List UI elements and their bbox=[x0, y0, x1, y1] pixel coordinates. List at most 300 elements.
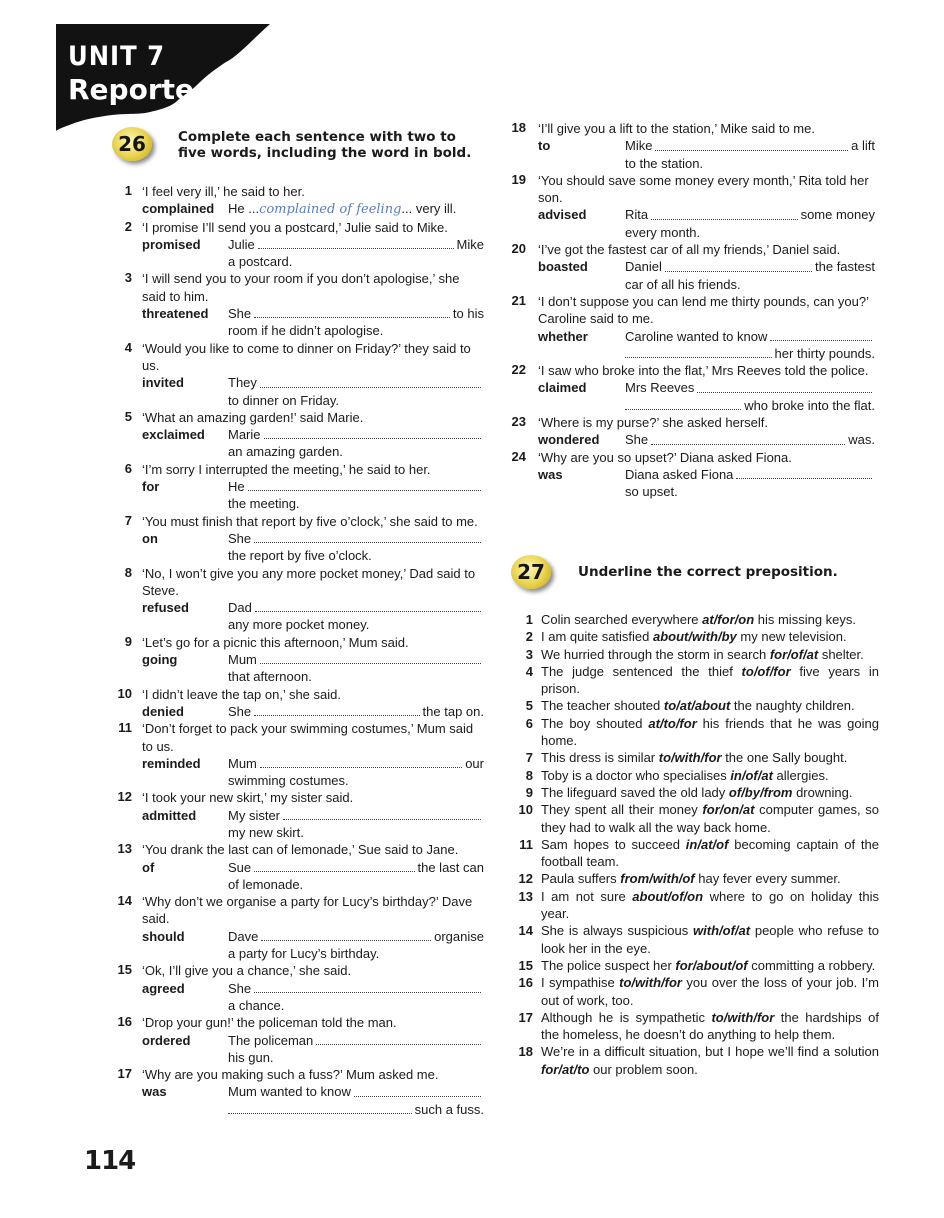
exercise-27-badge: 27 bbox=[511, 555, 551, 589]
handwritten-answer: complained of feeling bbox=[259, 202, 402, 218]
answer-block bbox=[142, 807, 484, 842]
answer-start: He bbox=[228, 479, 245, 495]
answer-continuation: a postcard. bbox=[228, 254, 293, 270]
preposition-options: in/at/of bbox=[685, 836, 729, 852]
sentence-start: Toby is a doctor who specialises bbox=[541, 767, 731, 783]
answer-gap bbox=[258, 236, 454, 249]
item-number: 17 bbox=[117, 1066, 132, 1082]
exercise-item bbox=[511, 241, 875, 293]
answer-continuation: every month. bbox=[625, 224, 701, 240]
answer-line bbox=[625, 206, 875, 223]
exercise-item bbox=[117, 789, 484, 841]
exercise-item bbox=[124, 339, 484, 409]
answer-continuation: a party for Lucy’s birthday. bbox=[228, 946, 380, 962]
direct-speech: ‘Why don’t we organise a party for Lucy’s birthday?’ Dave said. bbox=[142, 894, 473, 927]
item-number: 2 bbox=[124, 218, 132, 234]
answer-continuation bbox=[228, 1101, 484, 1118]
answer-line bbox=[625, 328, 875, 345]
sentence-start: She is always suspicious bbox=[541, 923, 694, 939]
item-number: 13 bbox=[518, 888, 533, 904]
exercise-item bbox=[117, 1014, 484, 1066]
exercise-item bbox=[511, 171, 875, 241]
item-number: 1 bbox=[124, 183, 132, 198]
answer-end: the fastest bbox=[815, 259, 875, 275]
answer-gap bbox=[255, 599, 481, 612]
key-word: going bbox=[142, 652, 178, 668]
answer-start: Mum bbox=[228, 652, 257, 668]
exercise-item bbox=[525, 784, 879, 801]
preposition-options: for/about/of bbox=[675, 957, 748, 973]
exercise-item bbox=[518, 870, 879, 887]
exercise-item bbox=[124, 270, 484, 339]
direct-speech: ‘No, I won’t give you any more pocket money,’ Dad said to Steve. bbox=[142, 565, 476, 598]
answer-line bbox=[625, 431, 875, 448]
answer-gap bbox=[651, 431, 845, 444]
preposition-options: about/of/on bbox=[632, 888, 704, 904]
exercise-item bbox=[518, 974, 879, 1009]
answer-line bbox=[228, 305, 484, 322]
direct-speech: ‘You should save some money every month,’ Rita told her son. bbox=[538, 172, 869, 206]
key-word: complained bbox=[142, 201, 215, 217]
key-word: claimed bbox=[538, 380, 587, 396]
answer-block bbox=[538, 137, 875, 172]
exercise-item bbox=[124, 218, 484, 271]
answer-continuation: my new skirt. bbox=[228, 824, 304, 840]
answer-line bbox=[228, 859, 484, 876]
direct-speech: ‘I feel very ill,’ he said to her. bbox=[142, 184, 305, 199]
sentence-end: his missing keys. bbox=[754, 612, 857, 627]
item-number: 21 bbox=[511, 292, 526, 308]
item-number: 4 bbox=[525, 663, 533, 679]
answer-continuation: to dinner on Friday. bbox=[228, 392, 340, 408]
exercise-27-instruction: Underline the correct preposition. bbox=[578, 564, 838, 580]
preposition-options: to/of/for bbox=[741, 663, 791, 679]
exercise-item bbox=[525, 697, 879, 714]
exercise-item bbox=[525, 715, 879, 750]
answer-line bbox=[228, 426, 484, 443]
key-word: ordered bbox=[142, 1032, 191, 1048]
answer-line bbox=[228, 530, 484, 547]
direct-speech: ‘I will send you to your room if you don’t apologise,’ she said to him. bbox=[142, 271, 460, 304]
answer-line bbox=[228, 651, 484, 668]
answer-end: to his bbox=[452, 306, 484, 322]
sentence-start: I sympathise bbox=[541, 975, 620, 991]
answer-block bbox=[538, 258, 875, 293]
unit-title: Reported Speech bbox=[68, 73, 339, 106]
answer-gap bbox=[248, 478, 481, 491]
answer-end: who broke into the flat. bbox=[744, 397, 875, 413]
key-word: threatened bbox=[142, 306, 209, 322]
answer-line bbox=[625, 379, 875, 396]
answer-gap bbox=[770, 328, 872, 341]
answer-continuation: that afternoon. bbox=[228, 669, 312, 685]
direct-speech: ‘Drop your gun!’ the policeman told the man. bbox=[142, 1015, 397, 1031]
exercise-26-instruction: Complete each sentence with two to five words, including the word in bold. bbox=[178, 129, 472, 161]
item-number: 1 bbox=[525, 612, 533, 627]
answer-gap bbox=[697, 379, 872, 392]
answer-gap bbox=[254, 859, 414, 872]
answer-block bbox=[142, 530, 484, 565]
page-number: 114 bbox=[84, 1146, 136, 1176]
answer-start: Daniel bbox=[625, 259, 662, 275]
exercise-item bbox=[525, 767, 879, 784]
sentence-start: I am not sure bbox=[541, 888, 633, 904]
answer-block bbox=[142, 426, 484, 461]
answer-block bbox=[142, 305, 484, 340]
answer-gap bbox=[655, 137, 848, 150]
sentence-start: The judge sentenced the thief bbox=[541, 663, 742, 679]
key-word: boasted bbox=[538, 259, 588, 275]
answer-line bbox=[625, 466, 875, 483]
answer-gap bbox=[316, 1032, 481, 1045]
sentence-end: my new television. bbox=[736, 629, 847, 645]
answer-block bbox=[142, 374, 484, 409]
answer-block bbox=[538, 379, 875, 414]
preposition-options: to/with/for bbox=[711, 1009, 775, 1025]
item-number: 19 bbox=[511, 171, 526, 187]
answer-continuation: of lemonade. bbox=[228, 876, 304, 892]
item-number: 14 bbox=[117, 893, 132, 909]
exercise-item bbox=[525, 611, 879, 628]
sentence-end: the one Sally bought. bbox=[721, 750, 848, 766]
answer-line bbox=[228, 928, 484, 945]
direct-speech: ‘Ok, I’ll give you a chance,’ she said. bbox=[142, 963, 352, 979]
answer-end: such a fuss. bbox=[414, 1101, 484, 1117]
preposition-options: for/on/at bbox=[702, 802, 755, 818]
unit-banner bbox=[0, 0, 944, 140]
answer-block bbox=[142, 980, 484, 1015]
item-number: 11 bbox=[118, 720, 132, 736]
exercise-item bbox=[525, 749, 879, 766]
preposition-options: at/to/for bbox=[648, 715, 697, 731]
direct-speech: ‘Don’t forget to pack your swimming costumes,’ Mum said to us. bbox=[142, 721, 474, 754]
item-number: 6 bbox=[525, 715, 533, 731]
answer-end: was. bbox=[848, 432, 875, 448]
sentence-start: The teacher shouted bbox=[541, 698, 664, 714]
item-number: 4 bbox=[124, 339, 132, 355]
preposition-options: about/with/by bbox=[653, 629, 737, 645]
answer-block bbox=[142, 478, 484, 513]
answer-continuation bbox=[625, 397, 875, 414]
answer-end: ... very ill. bbox=[401, 201, 457, 217]
key-word: for bbox=[142, 479, 160, 495]
direct-speech: ‘I saw who broke into the flat,’ Mrs Reeves told the police. bbox=[538, 363, 869, 379]
item-number: 20 bbox=[511, 241, 526, 257]
answer-end: organise bbox=[434, 928, 484, 944]
exercise-item bbox=[525, 663, 879, 698]
sentence-end: five years in prison. bbox=[541, 663, 879, 697]
item-number: 22 bbox=[511, 362, 526, 378]
key-word: advised bbox=[538, 207, 587, 223]
answer-line bbox=[625, 137, 875, 154]
direct-speech: ‘What an amazing garden!’ said Marie. bbox=[142, 409, 364, 425]
exercise-item bbox=[525, 628, 879, 645]
key-word: should bbox=[142, 928, 185, 944]
answer-continuation: a chance. bbox=[228, 997, 285, 1013]
sentence-end: our problem soon. bbox=[589, 1061, 698, 1077]
direct-speech: ‘I promise I’ll send you a postcard,’ Julie said to Mike. bbox=[142, 219, 448, 235]
sentence-start: Colin searched everywhere bbox=[541, 612, 703, 627]
answer-block bbox=[538, 431, 875, 448]
answer-gap bbox=[254, 980, 481, 993]
preposition-options: for/of/at bbox=[769, 646, 819, 662]
sentence-start: The lifeguard saved the old lady bbox=[541, 784, 729, 800]
answer-gap bbox=[665, 258, 812, 271]
sentence-start: The police suspect her bbox=[541, 957, 676, 973]
answer-start: Sue bbox=[228, 859, 252, 875]
answer-continuation bbox=[625, 345, 875, 362]
answer-gap bbox=[254, 530, 481, 543]
answer-start: The policeman bbox=[228, 1032, 314, 1048]
answer-continuation: car of all his friends. bbox=[625, 276, 741, 292]
answer-start: Julie bbox=[228, 236, 255, 252]
direct-speech: ‘Let’s go for a picnic this afternoon,’ Mum said. bbox=[142, 634, 409, 650]
exercise-27-list bbox=[518, 611, 880, 1078]
preposition-options: at/for/on bbox=[702, 612, 755, 627]
item-number: 7 bbox=[525, 750, 533, 766]
answer-line bbox=[228, 703, 484, 720]
exercise-item bbox=[124, 633, 484, 686]
answer-gap bbox=[254, 305, 450, 318]
answer-start: Mum bbox=[228, 755, 257, 771]
key-word: refused bbox=[142, 600, 189, 616]
answer-start: Dad bbox=[228, 600, 252, 616]
answer-start: Diana asked Fiona bbox=[625, 466, 734, 482]
key-word: to bbox=[538, 138, 551, 154]
sentence-start: Although he is sympathetic bbox=[541, 1009, 712, 1025]
direct-speech: ‘Would you like to come to dinner on Friday?’ they said to us. bbox=[142, 340, 471, 373]
answer-line bbox=[228, 200, 484, 218]
answer-continuation: an amazing garden. bbox=[228, 444, 343, 460]
preposition-options: from/with/of bbox=[620, 871, 695, 887]
sentence-end: the naughty children. bbox=[730, 698, 855, 714]
key-word: invited bbox=[142, 375, 184, 391]
answer-block bbox=[538, 466, 875, 501]
item-number: 24 bbox=[511, 448, 526, 464]
item-number: 18 bbox=[511, 120, 526, 135]
answer-start: She bbox=[228, 980, 252, 996]
answer-start: She bbox=[625, 432, 649, 448]
exercise-item bbox=[117, 841, 484, 893]
answer-gap bbox=[261, 928, 431, 941]
answer-gap bbox=[260, 651, 481, 664]
item-number: 14 bbox=[518, 923, 533, 939]
exercise-item bbox=[511, 414, 875, 449]
answer-gap bbox=[228, 1101, 412, 1114]
answer-end: our bbox=[465, 755, 484, 771]
exercise-26-column-right bbox=[511, 120, 875, 501]
exercise-item bbox=[525, 646, 879, 663]
answer-line bbox=[228, 980, 484, 997]
exercise-item bbox=[124, 183, 484, 219]
exercise-item bbox=[518, 922, 880, 957]
item-number: 15 bbox=[117, 962, 132, 978]
answer-start: She bbox=[228, 530, 252, 546]
answer-gap bbox=[625, 345, 772, 358]
direct-speech: ‘Why are you so upset?’ Diana asked Fiona. bbox=[538, 449, 792, 465]
exercise-item bbox=[117, 893, 484, 962]
answer-line bbox=[228, 478, 484, 495]
answer-block bbox=[142, 651, 484, 686]
item-number: 10 bbox=[518, 802, 533, 818]
answer-gap bbox=[260, 374, 481, 387]
answer-block bbox=[142, 1083, 484, 1118]
sentence-start: They spent all their money bbox=[541, 802, 703, 818]
answer-start: She bbox=[228, 306, 252, 322]
item-number: 12 bbox=[117, 789, 132, 805]
item-number: 9 bbox=[124, 633, 132, 649]
answer-line bbox=[228, 1083, 484, 1100]
exercise-item bbox=[518, 888, 879, 923]
key-word: whether bbox=[538, 328, 588, 344]
answer-start: They bbox=[228, 375, 257, 391]
sentence-start: We hurried through the storm in search bbox=[541, 646, 770, 662]
item-number: 16 bbox=[518, 975, 533, 991]
item-number: 15 bbox=[518, 957, 533, 973]
answer-start: Rita bbox=[625, 207, 649, 223]
exercise-item bbox=[118, 720, 484, 789]
key-word: denied bbox=[142, 703, 184, 719]
key-word: admitted bbox=[142, 807, 197, 823]
sentence-end: where to go on holiday this year. bbox=[541, 888, 879, 922]
answer-continuation: room if he didn’t apologise. bbox=[228, 323, 384, 339]
item-number: 6 bbox=[124, 460, 132, 476]
sentence-end: his friends that he was going home. bbox=[541, 715, 879, 749]
answer-start: Marie bbox=[228, 427, 261, 443]
preposition-options: for/at/to bbox=[541, 1061, 590, 1077]
item-number: 16 bbox=[117, 1014, 132, 1030]
answer-block bbox=[142, 1032, 484, 1067]
sentence-start: Paula suffers bbox=[541, 871, 621, 887]
preposition-options: to/with/for bbox=[658, 750, 722, 766]
key-word: agreed bbox=[142, 980, 185, 996]
item-number: 5 bbox=[525, 698, 533, 714]
preposition-options: to/with/for bbox=[619, 975, 682, 991]
answer-start: Mum wanted to know bbox=[228, 1084, 351, 1100]
exercise-item bbox=[124, 460, 484, 513]
item-number: 3 bbox=[525, 646, 533, 662]
sentence-start: The boy shouted bbox=[541, 715, 649, 731]
answer-start: Mike bbox=[625, 138, 653, 154]
exercise-item bbox=[117, 962, 484, 1014]
key-word: of bbox=[142, 859, 155, 875]
key-word: exclaimed bbox=[142, 427, 205, 443]
exercise-26-column-left bbox=[117, 183, 484, 1118]
answer-start: He ... bbox=[228, 201, 260, 217]
sentence-start: We’re in a difficult situation, but I hope we’ll find a solution bbox=[541, 1044, 879, 1060]
item-number: 2 bbox=[525, 629, 533, 645]
key-word: was bbox=[538, 466, 563, 482]
direct-speech: ‘You drank the last can of lemonade,’ Sue said to Jane. bbox=[142, 842, 459, 858]
exercise-item bbox=[518, 801, 880, 836]
sentence-end: computer games, so they had to walk all the way back home. bbox=[541, 802, 880, 835]
sentence-end: the hardships of the homeless, he doesn’t do anything to help them. bbox=[541, 1009, 879, 1043]
answer-continuation: any more pocket money. bbox=[228, 617, 370, 633]
unit-label: UNIT 7 bbox=[68, 41, 166, 72]
item-number: 11 bbox=[519, 836, 533, 852]
exercise-item bbox=[124, 408, 484, 461]
item-number: 8 bbox=[525, 767, 533, 783]
answer-end: a lift bbox=[851, 138, 875, 154]
answer-start: Dave bbox=[228, 928, 259, 944]
direct-speech: ‘I’m sorry I interrupted the meeting,’ he said to her. bbox=[142, 461, 431, 477]
answer-end: her thirty pounds. bbox=[774, 345, 875, 361]
key-word: reminded bbox=[142, 755, 201, 771]
direct-speech: ‘I took your new skirt,’ my sister said. bbox=[142, 790, 354, 806]
sentence-end: allergies. bbox=[772, 767, 829, 783]
sentence-end: hay fever every summer. bbox=[694, 871, 841, 887]
item-number: 9 bbox=[525, 784, 533, 800]
answer-gap bbox=[283, 807, 481, 820]
exercise-26-badge: 26 bbox=[112, 127, 152, 161]
item-number: 5 bbox=[124, 408, 132, 424]
answer-continuation: swimming costumes. bbox=[228, 773, 349, 789]
preposition-options: in/of/at bbox=[730, 767, 773, 783]
exercise-item bbox=[511, 448, 875, 501]
exercise-item bbox=[124, 512, 484, 565]
item-number: 7 bbox=[124, 512, 132, 528]
exercise-item bbox=[117, 685, 484, 721]
exercise-item bbox=[117, 1066, 484, 1118]
answer-end: some money bbox=[800, 207, 875, 223]
preposition-options: of/by/from bbox=[728, 784, 793, 800]
answer-block bbox=[142, 928, 484, 963]
answer-end: Mike bbox=[456, 236, 484, 252]
answer-block bbox=[142, 200, 484, 218]
answer-line bbox=[228, 1032, 484, 1049]
sentence-end: becoming captain of the football team. bbox=[541, 836, 879, 870]
preposition-options: with/of/at bbox=[693, 923, 751, 939]
sentence-start: I am quite satisfied bbox=[541, 629, 653, 645]
answer-continuation: his gun. bbox=[228, 1049, 274, 1065]
exercise-item bbox=[519, 836, 879, 871]
direct-speech: ‘I didn’t leave the tap on,’ she said. bbox=[142, 686, 341, 702]
answer-gap bbox=[254, 703, 419, 716]
direct-speech: ‘I don’t suppose you can lend me thirty pounds, can you?’ Caroline said to me. bbox=[538, 293, 869, 327]
item-number: 3 bbox=[124, 270, 132, 286]
key-word: was bbox=[142, 1084, 167, 1100]
answer-line bbox=[228, 236, 484, 253]
answer-start: Mrs Reeves bbox=[625, 380, 695, 396]
answer-block bbox=[142, 755, 484, 790]
key-word: promised bbox=[142, 236, 201, 252]
answer-line bbox=[228, 807, 484, 824]
item-number: 23 bbox=[511, 414, 526, 430]
answer-gap bbox=[736, 466, 872, 479]
sentence-end: committing a robbery. bbox=[747, 957, 876, 973]
answer-line bbox=[228, 599, 484, 616]
answer-gap bbox=[625, 397, 741, 410]
key-word: on bbox=[142, 530, 158, 546]
exercise-item bbox=[511, 362, 875, 414]
direct-speech: ‘You must finish that report by five o’clock,’ she said to me. bbox=[142, 513, 478, 529]
answer-line bbox=[228, 374, 484, 391]
answer-end: the last can bbox=[417, 859, 484, 875]
answer-continuation: so upset. bbox=[625, 484, 678, 500]
answer-start: She bbox=[228, 703, 252, 719]
answer-block bbox=[142, 703, 484, 720]
answer-gap bbox=[260, 755, 462, 768]
item-number: 13 bbox=[117, 841, 132, 857]
item-number: 12 bbox=[518, 871, 533, 887]
exercise-item bbox=[511, 120, 875, 172]
sentence-end: people who refuse to look her in the eye. bbox=[541, 923, 880, 956]
exercise-item bbox=[124, 564, 484, 634]
item-number: 17 bbox=[518, 1009, 533, 1025]
item-number: 18 bbox=[518, 1044, 533, 1060]
sentence-end: shelter. bbox=[818, 646, 864, 662]
answer-block bbox=[142, 236, 484, 271]
